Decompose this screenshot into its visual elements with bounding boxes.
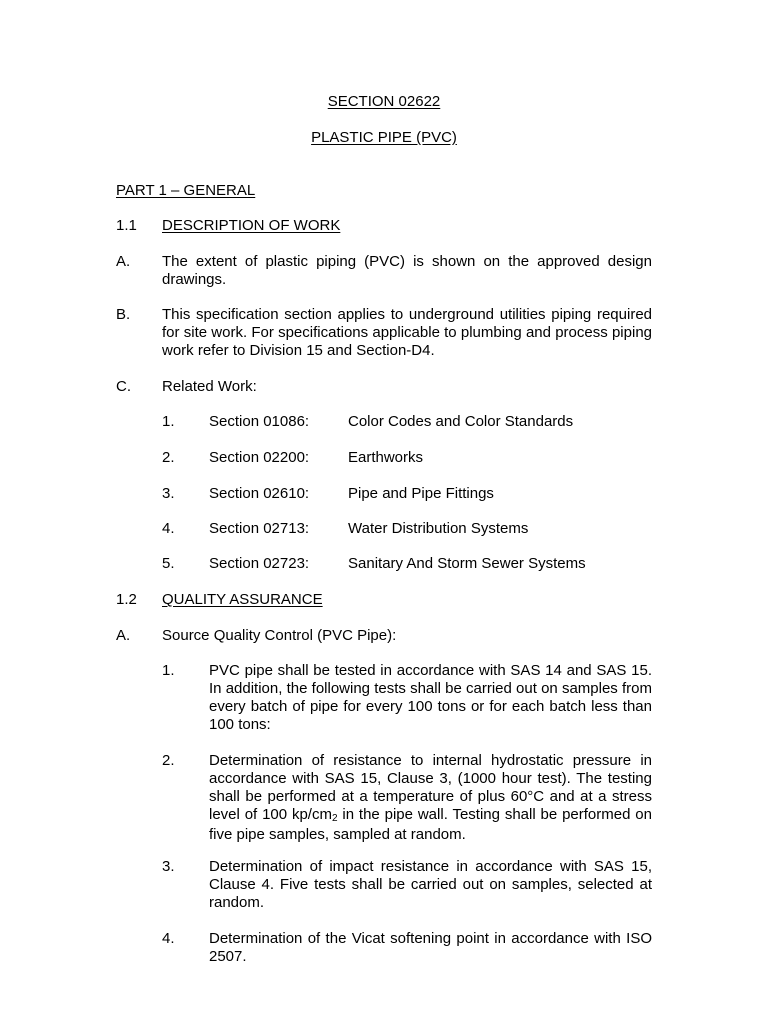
item-a-text: The extent of plastic piping (PVC) is shown on the approved design drawings. <box>162 253 652 288</box>
section-1-1-title: DESCRIPTION OF WORK <box>162 217 341 234</box>
document-title: PLASTIC PIPE (PVC) <box>311 129 457 146</box>
list-item-text: Determination of impact resistance in accordance with SAS 15, Clause 4. Five tests shall be carried out on samples, selected at random. <box>209 858 652 911</box>
list-item-number: 4. <box>162 930 175 947</box>
section-number: SECTION 02622 <box>327 93 441 110</box>
list-item-description: Color Codes and Color Standards <box>348 413 574 430</box>
list-item-description: Earthworks <box>348 449 424 466</box>
section-1-2-title: QUALITY ASSURANCE <box>162 591 323 608</box>
item-c-text: Related Work: <box>162 378 257 395</box>
list-item-text: Determination of the Vicat softening point in accordance with ISO 2507. <box>209 930 652 965</box>
item-a-text: Source Quality Control (PVC Pipe): <box>162 627 397 644</box>
item-a-label: A. <box>116 627 131 644</box>
list-item-description: Water Distribution Systems <box>348 520 529 537</box>
item-a-label: A. <box>116 253 131 270</box>
list-item-reference: Section 02713: <box>209 520 310 537</box>
list-item-number: 2. <box>162 449 175 466</box>
list-item-number: 2. <box>162 752 175 769</box>
list-item-reference: Section 02200: <box>209 449 310 466</box>
item-c-label: C. <box>116 378 131 395</box>
list-item-reference: Section 01086: <box>209 413 310 430</box>
part-heading: PART 1 – GENERAL <box>116 182 256 199</box>
item-b-label: B. <box>116 306 131 323</box>
list-item-number: 3. <box>162 858 175 875</box>
list-item-text: Determination of resistance to internal hydrostatic pressure in accordance with SAS 15, Clause 3, (1000 hour test). The testing shall be performed at a temperature of plus 60°C and at a stress level of 100 $kp/cm_2$ in the pipe wall. Testing shall be performed on five pipe samples, sampled at random. <box>209 752 652 843</box>
list-item-description: Sanitary And Storm Sewer Systems <box>348 555 586 572</box>
list-item-number: 4. <box>162 520 175 537</box>
section-1-1-number: 1.1 <box>116 217 137 234</box>
section-1-2-number: 1.2 <box>116 591 137 608</box>
list-item-reference: Section 02610: <box>209 485 310 502</box>
item-b-text: This specification section applies to underground utilities piping required for site work. For specifications applicable to plumbing and process piping work refer to Division 15 and Section-D4. <box>162 306 652 359</box>
list-item-number: 1. <box>162 413 175 430</box>
list-item-number: 3. <box>162 485 175 502</box>
list-item-reference: Section 02723: <box>209 555 310 572</box>
list-item-number: 1. <box>162 662 175 679</box>
list-item-number: 5. <box>162 555 175 572</box>
list-item-description: Pipe and Pipe Fittings <box>348 485 494 502</box>
list-item-text: PVC pipe shall be tested in accordance with SAS 14 and SAS 15. In addition, the following tests shall be carried out on samples from every batch of pipe for every 100 tons or for each batch less than 100 tons: <box>209 662 652 733</box>
